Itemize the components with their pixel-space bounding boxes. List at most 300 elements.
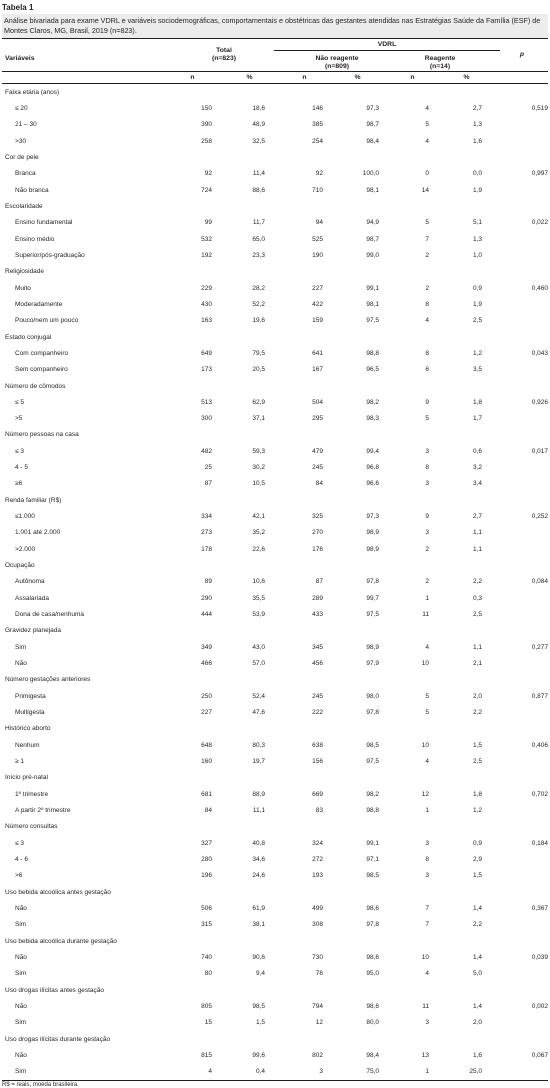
table-cell: 7	[425, 235, 429, 243]
table-cell: 98,6	[366, 1002, 379, 1010]
table-cell: 0	[425, 170, 429, 178]
p-value-cell	[482, 966, 548, 982]
table-cell: 1,2	[472, 806, 482, 814]
table-cell: 272	[312, 855, 323, 863]
p-value-cell	[482, 117, 548, 133]
table-row	[2, 215, 548, 231]
table-cell: 13	[421, 1051, 429, 1059]
table-cell: 3	[425, 1019, 429, 1027]
table-cell: 2,1	[472, 659, 482, 667]
p-value-cell	[482, 655, 548, 671]
table-cell: 802	[312, 1051, 323, 1059]
table-cell: 270	[312, 529, 323, 537]
p-value-cell	[482, 868, 548, 884]
table-cell: 100,0	[362, 170, 379, 178]
table-cell: 163	[201, 317, 212, 325]
table-cell: 190	[312, 251, 323, 259]
table-cell: 1,3	[472, 121, 482, 129]
header-nr-pct-col: %	[354, 74, 361, 81]
table-cell: 724	[201, 186, 212, 194]
p-value-cell: 0,926	[531, 398, 548, 406]
bottom-rule	[2, 1080, 548, 1081]
table-cell: 258	[201, 137, 212, 145]
table-cell: 3	[425, 480, 429, 488]
row-label: Sim	[15, 1068, 27, 1076]
table-cell: 47,6	[252, 708, 265, 716]
table-cell: 8	[425, 855, 429, 863]
p-value-cell: 0,184	[531, 839, 548, 847]
table-cell: 28,2	[252, 284, 265, 292]
table-cell: 87	[315, 578, 323, 586]
table-cell: 479	[312, 447, 323, 455]
table-cell: 98,9	[366, 529, 379, 537]
table-row	[2, 1064, 548, 1080]
table-cell: 506	[201, 904, 212, 912]
table-cell: 98,2	[366, 790, 379, 798]
row-category-label: Gravidez planejada	[5, 627, 62, 635]
header-nr-n-col: n	[302, 74, 307, 81]
p-value-cell	[482, 133, 548, 149]
table-cell: 504	[312, 398, 323, 406]
table-cell: 99,0	[366, 251, 379, 259]
row-label: ≥ 1	[15, 757, 24, 765]
table-cell: 1	[425, 1068, 429, 1076]
table-cell: 98,6	[366, 904, 379, 912]
table-cell: 19,7	[252, 757, 265, 765]
table-row	[2, 280, 548, 296]
table-row	[2, 1031, 548, 1047]
row-label: ≤ 20	[15, 105, 28, 113]
table-cell: 8	[425, 349, 429, 357]
table-cell: 2,7	[472, 513, 482, 521]
table-cell: 295	[312, 415, 323, 423]
table-cell: 98,5	[366, 872, 379, 880]
table-row	[2, 623, 548, 639]
row-label: Nenhum	[15, 741, 40, 749]
table-row	[2, 166, 548, 182]
table-cell: 11	[422, 1002, 429, 1010]
table-row	[2, 508, 548, 524]
table-cell: 25	[204, 464, 212, 472]
table-cell: 730	[312, 953, 323, 961]
table-cell: 192	[201, 251, 212, 259]
table-row	[2, 753, 548, 769]
table-cell: 98,1	[366, 300, 379, 308]
table-cell: 98,4	[366, 1051, 379, 1059]
row-label: Branca	[15, 170, 36, 178]
table-row	[2, 1015, 548, 1031]
table-cell: 52,4	[252, 692, 265, 700]
table-cell: 38,1	[252, 921, 265, 929]
table-row	[2, 525, 548, 541]
table-footnote: R$ = reais, moeda brasileira.	[2, 1081, 79, 1088]
row-category-label: Número gestações anteriores	[5, 676, 91, 684]
table-row	[2, 231, 548, 247]
table-cell: 222	[312, 708, 323, 716]
table-cell: 4	[425, 105, 429, 113]
table-cell: 87	[204, 480, 212, 488]
table-row	[2, 721, 548, 737]
header-r-pct-col: %	[463, 74, 470, 81]
p-value-cell: 0,002	[531, 1002, 548, 1010]
header-nao-reagente: Não reagente	[315, 55, 359, 62]
row-label: Sim	[15, 921, 27, 929]
table-row	[2, 655, 548, 671]
row-label: 1º trimestre	[15, 790, 49, 798]
table-cell: 254	[312, 137, 323, 145]
table-row	[2, 900, 548, 916]
table-cell: 94	[315, 219, 323, 227]
table-cell: 456	[312, 659, 323, 667]
table-cell: 3	[425, 447, 429, 455]
row-label: ≥6	[15, 480, 23, 488]
table-cell: 1,5	[472, 741, 482, 749]
row-category-label: Uso drogas ilícitas antes gestação	[5, 986, 104, 994]
table-cell: 641	[312, 349, 323, 357]
table-cell: 94,9	[366, 219, 379, 227]
table-label: Tabela 1	[2, 3, 34, 12]
table-row	[2, 802, 548, 818]
table-cell: 156	[312, 757, 323, 765]
table-cell: 3,5	[472, 366, 482, 374]
table-cell: 178	[201, 545, 212, 553]
table-cell: 1,0	[472, 251, 482, 259]
p-value-cell: 0,519	[531, 105, 548, 113]
p-value-cell	[482, 476, 548, 492]
row-label: Não	[15, 953, 27, 961]
p-value-cell: 0,997	[531, 170, 548, 178]
table-cell: 75,0	[366, 1068, 379, 1076]
table-cell: 1,9	[472, 300, 482, 308]
p-value-cell	[482, 1064, 548, 1080]
table-cell: 176	[312, 545, 323, 553]
row-label: >30	[15, 137, 27, 145]
header-variaveis: Variáveis	[5, 55, 35, 62]
table-cell: 444	[201, 610, 212, 618]
table-row	[2, 117, 548, 133]
table-cell: 2	[425, 578, 429, 586]
table-cell: 4	[425, 137, 429, 145]
table-cell: 14	[421, 186, 429, 194]
table-cell: 2,7	[472, 105, 482, 113]
table-cell: 8	[425, 464, 429, 472]
table-cell: 5,1	[472, 219, 482, 227]
table-cell: 648	[201, 741, 212, 749]
table-cell: 65,0	[252, 235, 265, 243]
table-cell: 5	[425, 692, 429, 700]
table-cell: 324	[312, 839, 323, 847]
p-value-cell	[482, 296, 548, 312]
table-cell: 97,5	[366, 757, 379, 765]
row-category-label: Ocupação	[5, 562, 35, 570]
table-cell: 280	[201, 855, 212, 863]
table-cell: 98,4	[366, 137, 379, 145]
table-cell: 2,2	[472, 578, 482, 586]
table-row	[2, 966, 548, 982]
table-row	[2, 737, 548, 753]
table-row	[2, 100, 548, 116]
table-row	[2, 884, 548, 900]
p-value-cell	[482, 541, 548, 557]
table-cell: 99,4	[366, 447, 379, 455]
header-reagente-n: (n=14)	[429, 63, 451, 70]
row-label: Não	[15, 1002, 27, 1010]
table-cell: 3,2	[472, 464, 482, 472]
table-cell: 6	[425, 366, 429, 374]
row-category-label: Número consultas	[5, 823, 58, 831]
table-row	[2, 84, 548, 100]
table-cell: 3	[425, 839, 429, 847]
table-cell: 98,7	[366, 235, 379, 243]
row-label: ≤ 5	[15, 398, 24, 406]
table-cell: 345	[312, 643, 323, 651]
table-cell: 10,5	[252, 480, 265, 488]
table-cell: 7	[425, 904, 429, 912]
table-cell: 8	[425, 300, 429, 308]
table-cell: 97,5	[366, 610, 379, 618]
row-category-label: Uso bebida alcoólica durante gestação	[5, 937, 118, 945]
table-cell: 99,7	[366, 594, 379, 602]
table-cell: 334	[201, 513, 212, 521]
table-cell: 1,2	[472, 349, 482, 357]
table-row	[2, 786, 548, 802]
table-row	[2, 182, 548, 198]
row-label: Ensino fundamental	[15, 219, 73, 227]
table-cell: 84	[315, 480, 323, 488]
header-reagente: Reagente	[424, 55, 456, 62]
p-value-cell: 0,877	[531, 692, 548, 700]
table-cell: 325	[312, 513, 323, 521]
row-label: Sim	[15, 970, 27, 978]
table-cell: 2	[425, 284, 429, 292]
table-cell: 1,1	[472, 545, 482, 553]
table-cell: 245	[312, 692, 323, 700]
row-label: Sim	[15, 643, 27, 651]
table-row	[2, 329, 548, 345]
table-cell: 532	[201, 235, 212, 243]
row-category-label: Cor de pele	[5, 153, 39, 161]
table-cell: 95,0	[366, 970, 379, 978]
table-row	[2, 819, 548, 835]
header-total-n: (n=823)	[212, 55, 236, 62]
table-row	[2, 362, 548, 378]
table-cell: 0,6	[472, 447, 482, 455]
table-cell: 99	[204, 219, 212, 227]
row-label: Pouco/nem um pouco	[15, 317, 79, 325]
row-label: ≤ 3	[15, 447, 24, 455]
row-label: Ensino médio	[15, 235, 55, 243]
table-row	[2, 606, 548, 622]
row-label: Com companheiro	[15, 349, 69, 357]
table-cell: 2	[425, 545, 429, 553]
table-cell: 1,6	[472, 1051, 482, 1059]
table-cell: 98,1	[366, 186, 379, 194]
header-r-n-col: n	[410, 74, 415, 81]
table-figure	[2, 3, 548, 1088]
table-cell: 11,1	[252, 806, 265, 814]
table-cell: 96,6	[366, 480, 379, 488]
table-cell: 3,4	[472, 480, 482, 488]
p-value-cell	[482, 851, 548, 867]
table-cell: 32,5	[252, 137, 265, 145]
table-cell: 35,5	[252, 594, 265, 602]
p-value-cell: 0,277	[531, 643, 548, 651]
table-cell: 499	[312, 904, 323, 912]
table-row	[2, 688, 548, 704]
p-value-cell: 0,022	[531, 219, 548, 227]
table-cell: 76	[315, 970, 323, 978]
table-row	[2, 198, 548, 214]
table-cell: 740	[201, 953, 212, 961]
p-value-cell	[482, 362, 548, 378]
table-cell: 167	[312, 366, 323, 374]
table-cell: 99,1	[366, 284, 379, 292]
p-value-cell	[482, 606, 548, 622]
table-cell: 0,4	[255, 1068, 265, 1076]
table-cell: 5	[425, 708, 429, 716]
table-cell: 97,3	[366, 513, 379, 521]
table-cell: 10,6	[252, 578, 265, 586]
table-cell: 805	[201, 1002, 212, 1010]
table-cell: 80,0	[366, 1019, 379, 1027]
header-total-n-col: n	[190, 74, 195, 81]
table-row	[2, 296, 548, 312]
row-category-label: Uso drogas ilícitas durante gestação	[5, 1035, 111, 1043]
table-row	[2, 345, 548, 361]
row-category-label: Número de cômodos	[5, 382, 66, 390]
row-label: 4 - 5	[15, 464, 29, 472]
table-cell: 5	[425, 121, 429, 129]
table-cell: 1,4	[472, 953, 482, 961]
table-row	[2, 704, 548, 720]
table-cell: 9	[425, 398, 429, 406]
table-row	[2, 982, 548, 998]
table-cell: 22,6	[252, 545, 265, 553]
table-cell: 815	[201, 1051, 212, 1059]
row-category-label: Renda familiar (R$)	[5, 496, 62, 504]
table-cell: 24,6	[252, 872, 265, 880]
row-category-label: Uso bebida alcoólica antes gestação	[5, 888, 111, 896]
table-cell: 43,0	[252, 643, 265, 651]
table-cell: 327	[201, 839, 212, 847]
table-cell: 482	[201, 447, 212, 455]
table-cell: 146	[312, 105, 323, 113]
row-label: 4 - 6	[15, 855, 29, 863]
table-row	[2, 394, 548, 410]
table-row	[2, 476, 548, 492]
table-cell: 12	[421, 790, 429, 798]
table-row	[2, 868, 548, 884]
row-label: Assalariada	[15, 594, 49, 602]
header-nao-reagente-n: (n=809)	[325, 63, 349, 70]
p-value-cell	[482, 1015, 548, 1031]
table-cell: 3	[425, 872, 429, 880]
table-cell: 4	[425, 970, 429, 978]
table-cell: 525	[312, 235, 323, 243]
table-cell: 245	[312, 464, 323, 472]
table-cell: 98,8	[366, 349, 379, 357]
table-row	[2, 851, 548, 867]
table-cell: 2	[425, 251, 429, 259]
p-value-cell	[482, 313, 548, 329]
p-value-cell: 0,039	[531, 953, 548, 961]
table-row	[2, 933, 548, 949]
table-cell: 0,3	[472, 594, 482, 602]
p-value-cell	[482, 704, 548, 720]
table-cell: 2,9	[472, 855, 482, 863]
table-row	[2, 313, 548, 329]
row-label: Sem companheiro	[15, 366, 68, 374]
row-label: Não	[15, 1051, 27, 1059]
table-header	[2, 39, 548, 83]
table-cell: 97,5	[366, 317, 379, 325]
table-cell: 1,1	[472, 529, 482, 537]
p-value-cell: 0,252	[531, 513, 548, 521]
table-cell: 30,2	[252, 464, 265, 472]
table-cell: 794	[312, 1002, 323, 1010]
table-cell: 7	[425, 921, 429, 929]
table-cell: 273	[201, 529, 212, 537]
table-row	[2, 149, 548, 165]
p-value-cell	[482, 182, 548, 198]
table-cell: 11,4	[252, 170, 265, 178]
p-value-cell	[482, 459, 548, 475]
table-cell: 98,0	[366, 692, 379, 700]
row-label: >5	[15, 415, 23, 423]
table-cell: 159	[312, 317, 323, 325]
table-cell: 59,3	[252, 447, 265, 455]
table-cell: 11	[422, 610, 429, 618]
header-p: p	[519, 51, 525, 58]
row-label: Não	[15, 904, 27, 912]
table-row	[2, 541, 548, 557]
table-row	[2, 459, 548, 475]
table-cell: 5	[425, 219, 429, 227]
table-cell: 513	[201, 398, 212, 406]
table-cell: 97,1	[366, 855, 379, 863]
p-value-cell: 0,067	[531, 1051, 548, 1059]
table-cell: 669	[312, 790, 323, 798]
table-cell: 4	[425, 643, 429, 651]
row-category-label: Início pré-natal	[5, 774, 48, 782]
p-value-cell: 0,702	[531, 790, 548, 798]
table-cell: 48,9	[252, 121, 265, 129]
table-row	[2, 574, 548, 590]
table-row	[2, 443, 548, 459]
table-cell: 99,6	[252, 1051, 265, 1059]
row-label: Não branca	[15, 186, 49, 194]
table-cell: 97,3	[366, 105, 379, 113]
table-cell: 98,6	[366, 953, 379, 961]
table-cell: 20,5	[252, 366, 265, 374]
table-cell: 710	[312, 186, 323, 194]
row-label: Superior/pós-graduação	[15, 251, 85, 259]
table-cell: 10	[421, 741, 429, 749]
header-total: Total	[216, 47, 232, 54]
table-cell: 315	[201, 921, 212, 929]
table-cell: 1	[425, 806, 429, 814]
table-cell: 638	[312, 741, 323, 749]
table-cell: 300	[201, 415, 212, 423]
table-row	[2, 264, 548, 280]
table-cell: 98,7	[366, 121, 379, 129]
table-cell: 385	[312, 121, 323, 129]
table-cell: 229	[201, 284, 212, 292]
table-cell: 1,9	[472, 186, 482, 194]
table-cell: 10	[421, 659, 429, 667]
row-label: >6	[15, 872, 23, 880]
p-value-cell: 0,043	[531, 349, 548, 357]
